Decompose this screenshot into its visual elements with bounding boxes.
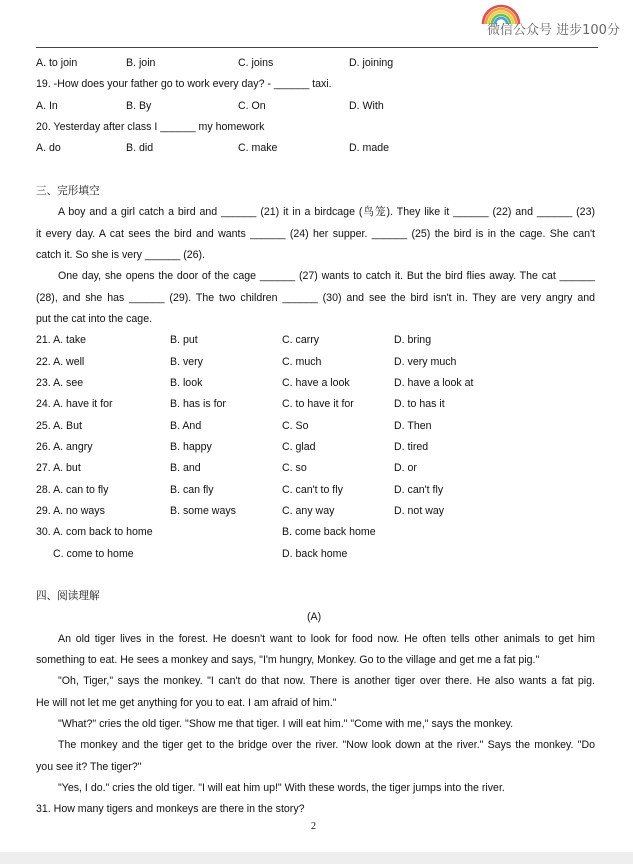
page-bottom-edge [0,852,633,864]
q23-option-a: 23. A. see [36,377,84,389]
q18-option-b: B. join [126,57,156,69]
q27-option-b: B. and [170,462,201,474]
q28-option-b: B. can fly [170,484,214,496]
q26-option-d: D. tired [394,441,429,453]
q30-option-d: D. back home [282,548,348,560]
header-divider [36,47,598,48]
q24-option-d: D. to has it [394,398,445,410]
q25-option-a: 25. A. But [36,420,82,432]
q30-option-c: C. come to home [53,548,134,560]
q24-option-a: 24. A. have it for [36,398,113,410]
q29-option-a: 29. A. no ways [36,505,105,517]
q24-option-c: C. to have it for [282,398,354,410]
q20-option-c: C. make [238,142,278,154]
q21-option-a: 21. A. take [36,334,87,346]
cloze-p1-line1: A boy and a girl catch a bird and ______ (21) it in a birdcage (鸟笼). They like it ______ (22) and ______ (23) [58,206,595,218]
q28-option-a: 28. A. can to fly [36,484,109,496]
header-logo [481,2,621,40]
q18-option-c: C. joins [238,57,274,69]
q28-option-c: C. can't to fly [282,484,343,496]
q25-option-c: C. So [282,420,309,432]
q18-option-a: A. to join [36,57,78,69]
q26-option-a: 26. A. angry [36,441,93,453]
q22-option-d: D. very much [394,356,457,368]
passage-line-8: "Yes, I do." cries the old tiger. "I will eat him up!" With these words, the tiger jumps into the river. [58,782,505,794]
passage-line-6: The monkey and the tiger get to the bridge over the river. "Now look down at the river." Says the monkey. "Do [58,739,595,751]
q19-option-c: C. On [238,100,266,112]
q29-option-c: C. any way [282,505,335,517]
brand-text: 微信公众号 进步100分 [487,23,620,38]
q29-option-b: B. some ways [170,505,236,517]
q22-option-a: 22. A. well [36,356,85,368]
q24-option-b: B. has is for [170,398,226,410]
q20-option-b: B. did [126,142,154,154]
q20-option-a: A. do [36,142,61,154]
cloze-p2-line1: One day, she opens the door of the cage ______ (27) wants to catch it. But the bird flies away. The cat ______ [58,270,595,282]
cloze-p1-line2: it every day. A cat sees the bird and wants ______ (24) her supper. ______ (25) the bird is in the cage. She can't [36,228,595,240]
passage-line-1: An old tiger lives in the forest. He doesn't want to look for food now. He often tells other animals to get him [58,633,595,645]
cloze-p1-line3: catch it. So she is very ______ (26). [36,249,205,261]
passage-line-4: He will not let me get anything for you to eat. I am afraid of him." [36,697,337,709]
q28-option-d: D. can't fly [394,484,444,496]
q30-option-a: 30. A. com back to home [36,526,153,538]
passage-line-5: "What?" cries the old tiger. "Show me that tiger. I will eat him." "Come with me," says the monkey. [58,718,514,730]
q30-option-b: B. come back home [282,526,376,538]
q31-question: 31. How many tigers and monkeys are there in the story? [36,803,305,815]
q19-option-d: D. With [349,100,384,112]
q25-option-d: D. Then [394,420,432,432]
q20-question: 20. Yesterday after class I ______ my homework [36,121,265,133]
passage-line-3: "Oh, Tiger," says the monkey. "I can't do that now. There is another tiger over there. He also wants a fat pig. [58,675,595,687]
section4-title: 四、阅读理解 [36,590,100,602]
passage-line-7: you see it? The tiger?" [36,761,142,773]
cloze-p2-line3: put the cat into the cage. [36,313,153,325]
page-number: 2 [311,821,316,832]
q27-option-c: C. so [282,462,307,474]
section3-title: 三、完形填空 [36,185,100,197]
cloze-p2-line2: (28), and she has ______ (29). The two children ______ (30) and see the bird isn't in. They are very angry and [36,292,595,304]
q23-option-c: C. have a look [282,377,350,389]
q21-option-b: B. put [170,334,198,346]
q18-option-d: D. joining [349,57,394,69]
q20-option-d: D. made [349,142,390,154]
q22-option-b: B. very [170,356,203,368]
q27-option-d: D. or [394,462,417,474]
q19-option-a: A. In [36,100,58,112]
q21-option-d: D. bring [394,334,432,346]
q26-option-c: C. glad [282,441,316,453]
q19-option-b: B. By [126,100,152,112]
q26-option-b: B. happy [170,441,212,453]
passage-label: (A) [307,611,322,623]
q25-option-b: B. And [170,420,202,432]
q23-option-b: B. look [170,377,203,389]
passage-line-2: something to eat. He sees a monkey and says, "I'm hungry, Monkey. Go to the village and get me a fat pig." [36,654,540,666]
q22-option-c: C. much [282,356,322,368]
q21-option-c: C. carry [282,334,320,346]
q19-question: 19. -How does your father go to work every day? - ______ taxi. [36,78,332,90]
q27-option-a: 27. A. but [36,462,81,474]
q23-option-d: D. have a look at [394,377,474,389]
q29-option-d: D. not way [394,505,445,517]
